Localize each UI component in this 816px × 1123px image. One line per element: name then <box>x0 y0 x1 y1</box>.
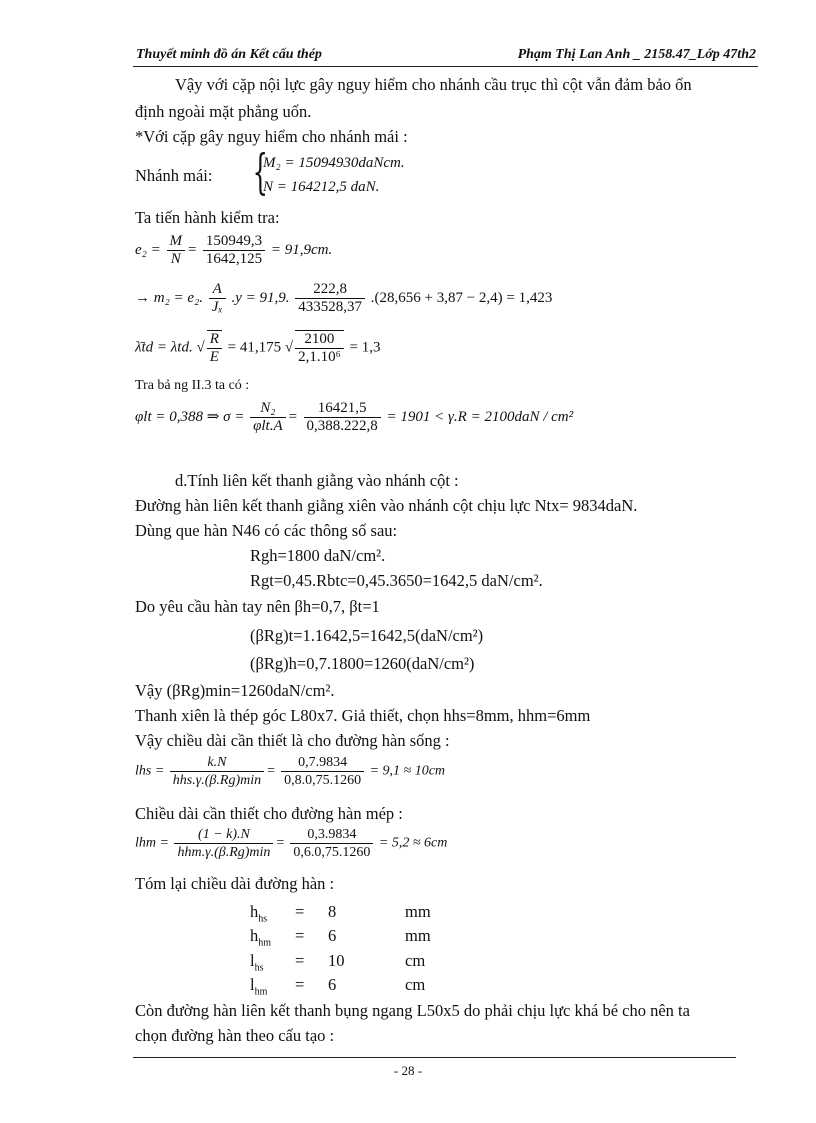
summary-sub: hs <box>254 962 264 974</box>
frac-num: (1 − k).N <box>174 826 273 844</box>
frac-num: k.N <box>170 754 264 772</box>
formula-result: = 9,1 ≈ 10cm <box>369 763 446 779</box>
paragraph-line: Chiều dài cần thiết cho đường hàn mép : <box>135 804 403 823</box>
equation-m2: M₂ = 15094930daNcm. <box>263 155 405 171</box>
formula-result: = 91,9cm. <box>270 241 333 258</box>
frac-num: 0,7.9834 <box>281 754 364 772</box>
frac-den: 433528,37 <box>298 299 362 315</box>
frac-den: 0,8.0,75.1260 <box>284 773 362 788</box>
paragraph-line: Vậy chiều dài cần thiết là cho đường hàn sống : <box>135 731 450 750</box>
frac-den: φlt.A <box>253 418 283 434</box>
paragraph-line: Do yêu cầu hàn tay nên βh=0,7, βt=1 <box>135 597 380 616</box>
frac-den: 2,1.10⁶ <box>298 349 341 365</box>
paragraph-line: Vậy (βRg)min=1260daN/cm². <box>135 681 335 700</box>
frac-num: N₂ <box>250 400 286 418</box>
formula-result: = 1901 < γ.R = 2100daN / cm² <box>386 408 574 425</box>
summary-val: 10 <box>328 951 345 970</box>
paragraph-line: (βRg)h=0,7.1800=1260(daN/cm²) <box>250 654 475 673</box>
summary-sym: l <box>250 975 255 994</box>
paragraph-line: Còn đường hàn liên kết thanh bụng ngang L50x5 do phải chịu lực khá bé cho nên ta <box>135 1001 690 1020</box>
formula-mid: = 41,175 <box>227 339 282 356</box>
formula-result: .(28,656 + 3,87 − 2,4) = 1,423 <box>370 289 553 306</box>
page-header <box>133 44 758 67</box>
section-heading: d.Tính liên kết thanh giằng vào nhánh cột : <box>175 471 459 490</box>
frac-num: M <box>167 233 186 251</box>
formula-lhs-weld: lhs = $\frac{k.N}{\text{hhs.γ.(β.Rg)min}}$ = $\frac{0,7.9834}{0,8.0,75.1260}$ = 9,1 ≈ 10cm <box>135 755 446 788</box>
summary-sym: l <box>250 951 255 970</box>
summary-row <box>250 975 267 1002</box>
summary-sym: h <box>250 902 259 921</box>
summary-eq: = <box>295 902 305 921</box>
summary-sub: hm <box>258 937 272 949</box>
paragraph-line: (βRg)t=1.1642,5=1642,5(daN/cm²) <box>250 626 484 645</box>
summary-sub: hs <box>258 913 268 925</box>
formula-lhs: → m₂ = e₂. <box>135 289 204 306</box>
paragraph-line: định ngoài mặt phẳng uốn. <box>135 102 312 121</box>
summary-val: 8 <box>328 902 337 921</box>
equation-n: N = 164212,5 daN. <box>263 179 380 195</box>
paragraph-line: Thanh xiên là thép góc L80x7. Giả thiết, chọn hhs=8mm, hhm=6mm <box>135 706 591 725</box>
paragraph-line: Vậy với cặp nội lực gây nguy hiểm cho nhánh cầu trục thì cột vẫn đảm bảo ổn <box>175 75 692 94</box>
header-left: Thuyết minh đồ án Kết cấu thép <box>136 47 322 62</box>
formula-lhs: lhs = <box>135 763 165 779</box>
formula-lambda: λ̄td = λtd. √ $\frac{R}{E}$ = 41,175 √ $\frac{2100}{\text{2,1.10⁶}}$ = 1,3 <box>135 331 381 365</box>
formula-phi: φlt = 0,388 ⇒ σ = $\frac{\text{N₂}}{\text{φlt.A}}$ = $\frac{16421,5}{0,388.222,8}$ = 1901 < γ.R = 2100daN / cm² <box>135 400 574 434</box>
summary-val: 6 <box>328 975 337 994</box>
formula-mid: .y = 91,9. <box>231 289 290 306</box>
paragraph-line: Rgt=0,45.Rbtc=0,45.3650=1642,5 daN/cm². <box>250 571 543 590</box>
formula-lhm-weld: lhm = $\frac{(1 - k).N}{\text{hhm.γ.(β.Rg)min}}$ = $\frac{0,3.9834}{0,6.0,75.1260}$ = 5,2 ≈ 6cm <box>135 827 448 860</box>
brace-symbol: { <box>252 144 268 200</box>
frac-num: 222,8 <box>295 281 365 299</box>
frac-den: Jₓ <box>211 299 223 315</box>
summary-unit: cm <box>405 975 426 994</box>
summary-unit: mm <box>405 926 431 945</box>
formula-lhs: e₂ = <box>135 241 161 258</box>
frac-den: hhm.γ.(β.Rg)min <box>177 845 271 860</box>
paragraph-line: Tra bả ng II.3 ta có : <box>135 378 250 393</box>
paragraph-line: Dùng que hàn N46 có các thông số sau: <box>135 521 398 540</box>
frac-den: 0,6.0,75.1260 <box>293 845 371 860</box>
frac-num: 150949,3 <box>203 233 265 251</box>
frac-num: A <box>209 281 226 299</box>
footer-rule <box>133 1057 736 1058</box>
frac-num: R <box>207 331 222 349</box>
summary-sub: hm <box>254 986 268 998</box>
label-nhanh-mai: Nhánh mái: <box>135 166 213 185</box>
summary-eq: = <box>295 951 305 970</box>
frac-num: 2100 <box>295 331 344 349</box>
summary-eq: = <box>295 926 305 945</box>
frac-num: 0,3.9834 <box>290 826 373 844</box>
frac-den: 0,388.222,8 <box>306 418 378 434</box>
paragraph-line: *Với cặp gây nguy hiểm cho nhánh mái : <box>135 127 408 146</box>
summary-unit: cm <box>405 951 426 970</box>
paragraph-line: chọn đường hàn theo cấu tạo : <box>135 1026 335 1045</box>
page-number: - 28 - <box>393 1063 423 1078</box>
formula-e2: e₂ = $\frac{M}{N}$ = $\frac{150949,3}{1642,125}$ = 91,9cm. <box>135 233 333 267</box>
summary-unit: mm <box>405 902 431 921</box>
paragraph-line: Ta tiến hành kiểm tra: <box>135 208 280 227</box>
summary-sym: h <box>250 926 259 945</box>
paragraph-line: Đường hàn liên kết thanh giằng xiên vào nhánh cột chịu lực Ntx= 9834daN. <box>135 496 638 515</box>
formula-m2 <box>135 281 552 316</box>
frac-den: N <box>170 251 181 267</box>
frac-num: 16421,5 <box>304 400 381 418</box>
formula-lhs: lhm = <box>135 835 169 851</box>
frac-den: 1642,125 <box>205 251 263 267</box>
formula-result: = 5,2 ≈ 6cm <box>378 835 448 851</box>
summary-val: 6 <box>328 926 337 945</box>
frac-den: hhs.γ.(β.Rg)min <box>172 773 262 788</box>
summary-eq: = <box>295 975 305 994</box>
formula-lhs: φlt = 0,388 ⇒ σ = <box>135 408 245 425</box>
paragraph-line: Tóm lại chiều dài đường hàn : <box>135 874 335 893</box>
header-right: Phạm Thị Lan Anh _ 2158.47_Lớp 47th2 <box>517 47 756 62</box>
frac-den: E <box>209 349 219 365</box>
paragraph-line: Rgh=1800 daN/cm². <box>250 546 386 565</box>
summary-row <box>250 926 271 953</box>
formula-result: = 1,3 <box>349 339 381 356</box>
formula-lhs: λ̄td = λtd. <box>135 339 193 356</box>
